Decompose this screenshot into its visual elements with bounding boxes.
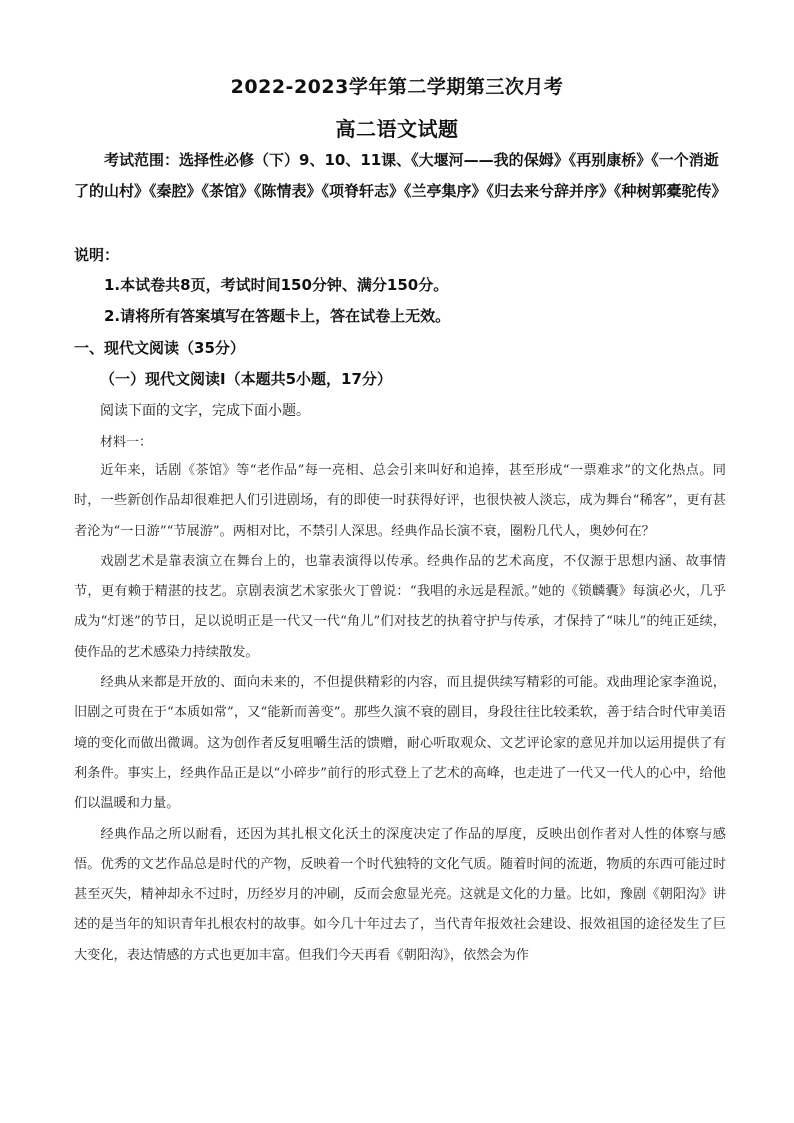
exam-subtitle: 高二语文试题 bbox=[335, 117, 459, 141]
passage-paragraph: 戏剧艺术是靠表演立在舞台上的，也靠表演得以传承。经典作品的艺术高度，不仅源于思想内涵、故事情节，更有赖于精湛的技艺。京剧表演艺术家张火丁曾说：“我唱的永远是程派。”她的《锁麟囊》每演必火，几乎成为“灯迷”的节日，足以说明正是一代又一代“角儿”们对技艺的执着守护与传承，才保持了“味儿”的纯正延续，使作品的艺术感染力持续散发。 bbox=[74, 553, 726, 660]
exam-title: 2022-2023学年第二学期第三次月考 bbox=[230, 76, 564, 98]
section-heading: 一、现代文阅读（35分） bbox=[74, 339, 245, 357]
passage-paragraph: 经典作品之所以耐看，还因为其扎根文化沃土的深度决定了作品的厚度，反映出创作者对人性的体察与感悟。优秀的文艺作品总是时代的产物，反映着一个时代独特的文化气质。随着时间的流逝，物质的东西可能过时甚至灭失，精神却永不过时，历经岁月的冲刷，反而会愈显光亮。这就是文化的力量。比如，豫剧《朝阳沟》讲述的是当年的知识青年扎根农村的故事。如今几十年过去了，当代青年报效社会建设、报效祖国的途径发生了巨大变化，表达情感的方式也更加丰富。但我们今天再看《朝阳沟》，依然会为作 bbox=[74, 826, 726, 963]
exam-scope: 考试范围：选择性必修（下）9、10、11课、《大堰河——我的保姆》《再别康桥》《一个消逝了的山村》《秦腔》《茶馆》《陈情表》《项脊轩志》《兰亭集序》《归去来兮辞并序》《种树郭橐驼传》 bbox=[74, 151, 727, 200]
section-subheading: （一）现代文阅读Ⅰ（本题共5小题，17分） bbox=[100, 370, 392, 388]
material-label: 材料一： bbox=[100, 435, 153, 450]
passage-body bbox=[74, 456, 726, 971]
notes-heading: 说明： bbox=[74, 246, 120, 264]
note-item: 2.请将所有答案填写在答题卡上，答在试卷上无效。 bbox=[104, 307, 451, 325]
passage-paragraph: 近年来，话剧《茶馆》等“老作品”每一亮相、总会引来叫好和追捧，甚至形成“一票难求”的文化热点。同时，一些新创作品却很难把人们引进剧场，有的即使一时获得好评，也很快被人淡忘，成为舞台“稀客”，更有甚者沦为“一日游”“节展游”。两相对比，不禁引人深思。经典作品长演不衰，圈粉几代人，奥妙何在？ bbox=[74, 463, 726, 539]
passage-paragraph: 经典从来都是开放的、面向未来的，不但提供精彩的内容，而且提供续写精彩的可能。戏曲理论家李渔说，旧剧之可贵在于“本质如常”，又“能新而善变”。那些久演不衰的剧目，身段往往比较柔软，善于结合时代审美语境的变化而做出微调。这为创作者反复咀嚼生活的馈赠，耐心听取观众、文艺评论家的意见并加以运用提供了有利条件。事实上，经典作品正是以“小碎步”前行的形式登上了艺术的高峰，也走进了一代又一代人的心中，给他们以温暖和力量。 bbox=[74, 675, 726, 812]
reading-instruction: 阅读下面的文字，完成下面小题。 bbox=[100, 403, 310, 419]
note-item: 1.本试卷共8页，考试时间150分钟、满分150分。 bbox=[104, 276, 449, 294]
